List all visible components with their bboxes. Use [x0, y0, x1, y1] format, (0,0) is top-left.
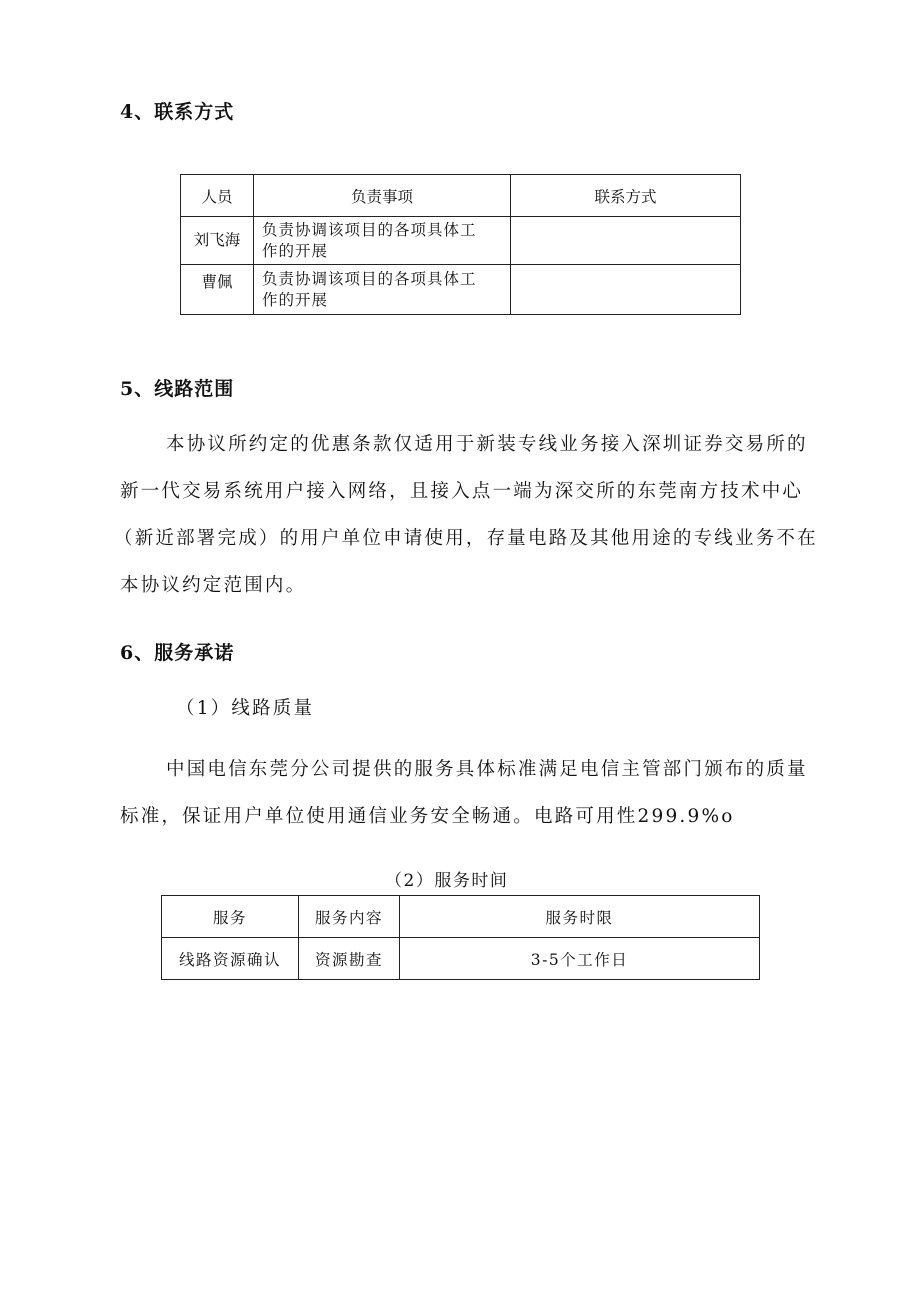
scope-line: 新一代交易系统用户接入网络，且接入点一端为深交所的东莞南方技术中心	[120, 481, 804, 502]
header-duty: 负责事项	[254, 175, 511, 217]
table-header-row	[162, 896, 760, 938]
header-contact: 联系方式	[511, 175, 741, 217]
scope-line: 本协议所约定的优惠条款仅适用于新装专线业务接入深圳证券交易所的	[166, 434, 808, 455]
service-time-table	[161, 895, 760, 980]
subsection-service-time-heading: （2）服务时间	[385, 871, 509, 891]
table-row	[181, 217, 741, 265]
duty-line: 负责协调该项目的各项具体工	[262, 220, 477, 239]
contact-table	[180, 174, 741, 315]
table-row	[181, 265, 741, 315]
duty-cell	[254, 217, 511, 265]
contact-cell	[511, 217, 741, 265]
duty-line: 作的开展	[262, 241, 329, 260]
header-service-limit: 服务时限	[400, 896, 760, 938]
quality-line: 中国电信东莞分公司提供的服务具体标准满足电信主管部门颁布的质量	[166, 759, 808, 780]
service-limit: 3-5个工作日	[400, 938, 760, 980]
service-content: 资源勘查	[299, 938, 400, 980]
quality-line: 标准，保证用户单位使用通信业务安全畅通。电路可用性299.9%o	[120, 806, 735, 827]
contact-cell	[511, 265, 741, 315]
section-4-heading: 4、联系方式	[120, 101, 235, 123]
person-name: 刘飞海	[181, 217, 254, 265]
subsection-quality-heading: （1）线路质量	[176, 698, 315, 719]
table-header-row	[181, 175, 741, 217]
scope-line: 本协议约定范围内。	[120, 575, 307, 596]
duty-line: 负责协调该项目的各项具体工	[262, 269, 477, 288]
service-name: 线路资源确认	[162, 938, 299, 980]
scope-line: （新近部署完成）的用户单位申请使用，存量电路及其他用途的专线业务不在	[114, 528, 818, 549]
duty-line: 作的开展	[262, 290, 329, 309]
duty-cell	[254, 265, 511, 315]
header-service: 服务	[162, 896, 299, 938]
section-6-heading: 6、服务承诺	[120, 642, 235, 664]
table-row	[162, 938, 760, 980]
header-service-content: 服务内容	[299, 896, 400, 938]
section-5-heading: 5、线路范围	[120, 378, 235, 400]
person-name: 曹佩	[181, 265, 254, 315]
header-person: 人员	[181, 175, 254, 217]
